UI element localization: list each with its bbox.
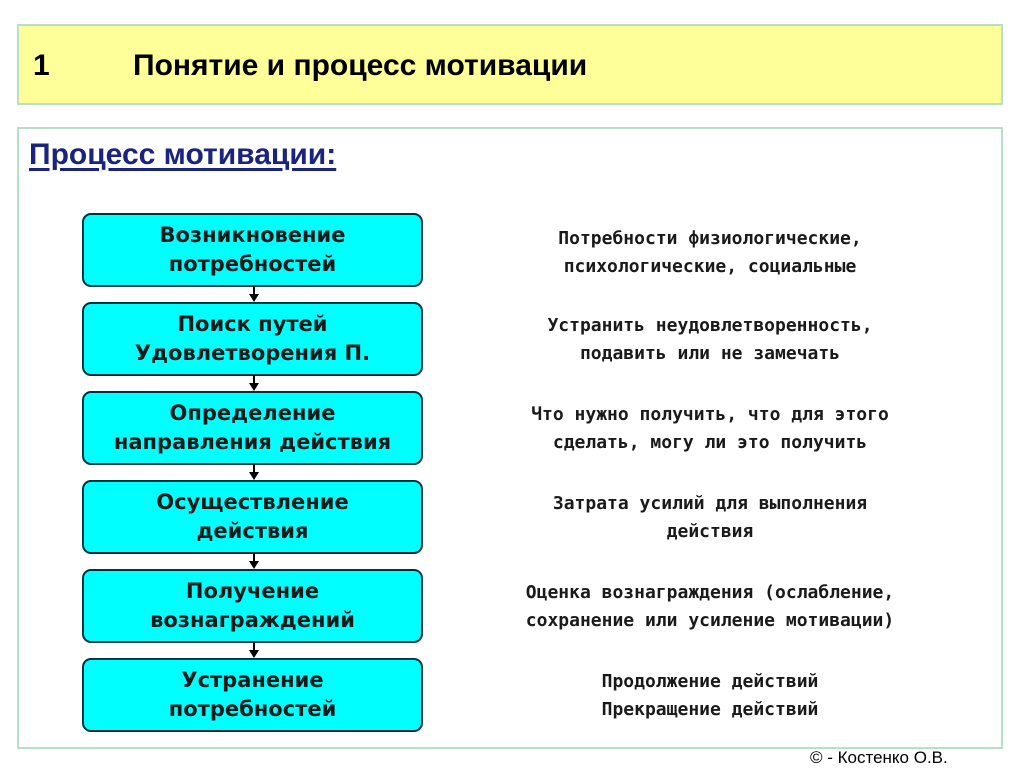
step-description-5: Оценка вознаграждения (ослабление, сохранение или усиление мотивации) [525, 582, 895, 631]
step-box-6: Устранение потребностей [82, 658, 423, 732]
flow-arrow-3 [248, 464, 260, 480]
step-description-6: Продолжение действий Прекращение действий [601, 671, 819, 720]
step-box-4: Осуществление действия [82, 480, 423, 554]
flow-arrow-1 [248, 286, 260, 302]
step-box-1: Возникновение потребностей [82, 213, 423, 287]
flow-arrow-4 [248, 553, 260, 569]
step-description-2: Устранить неудовлетворенность, подавить или не замечать [547, 315, 873, 364]
step-description-4: Затрата усилий для выполнения действия [552, 493, 868, 542]
slide-number: 1 [33, 49, 50, 82]
slide-header [17, 24, 1003, 105]
step-box-5: Получение вознаграждений [82, 569, 423, 643]
slide-title: Понятие и процесс мотивации [133, 49, 588, 82]
flow-arrow-5 [248, 642, 260, 658]
step-box-2: Поиск путей Удовлетворения П. [82, 302, 423, 376]
step-description-3: Что нужно получить, что для этого сделать, могу ли это получить [531, 404, 889, 453]
section-title: Процесс мотивации: [29, 138, 337, 171]
flow-arrow-2 [248, 375, 260, 391]
step-box-3: Определение направления действия [82, 391, 423, 465]
copyright-note: © - Костенко О.В. [810, 748, 948, 767]
step-description-1: Потребности физиологические, психологические, социальные [558, 228, 862, 277]
